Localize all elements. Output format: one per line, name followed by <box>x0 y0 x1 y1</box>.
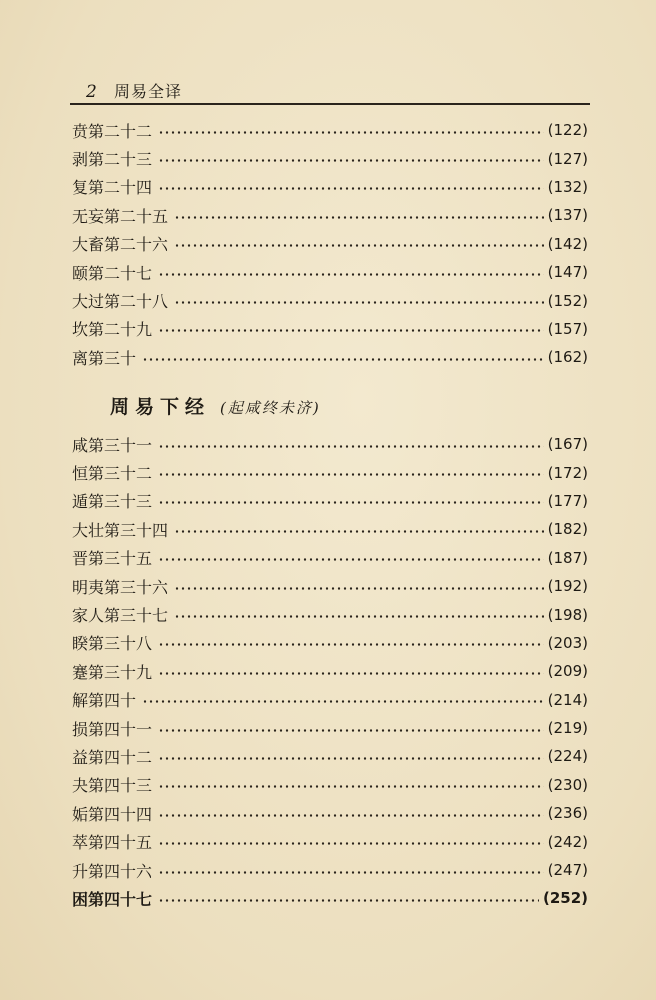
dot-leader <box>174 530 544 533</box>
dot-leader <box>158 558 544 561</box>
toc-entry-page: (187) <box>547 548 588 567</box>
toc-entry[interactable] <box>72 230 588 258</box>
toc-entry-page: (137) <box>547 206 588 225</box>
toc-entry[interactable] <box>72 515 588 543</box>
toc-entry-label: 睽第三十八 <box>72 634 153 654</box>
toc-entry[interactable] <box>72 771 588 799</box>
dot-leader <box>158 187 544 190</box>
toc-entry-page: (203) <box>547 633 588 652</box>
toc-entry[interactable] <box>72 884 588 912</box>
toc-entry[interactable] <box>72 856 588 884</box>
dot-leader <box>142 700 544 703</box>
toc-entry-page: (142) <box>547 234 588 253</box>
toc-entry[interactable] <box>72 258 588 286</box>
toc-entry-page: (252) <box>542 889 588 908</box>
toc-entry-page: (152) <box>547 291 588 310</box>
toc-entry-label: 大畜第二十六 <box>72 235 169 255</box>
toc-entry-label: 家人第三十七 <box>72 606 169 626</box>
dot-leader <box>158 785 544 788</box>
toc-entry[interactable] <box>72 686 588 714</box>
toc-entry-page: (162) <box>547 348 588 367</box>
toc-entry[interactable] <box>72 173 588 201</box>
dot-leader <box>158 445 544 448</box>
toc-entry-page: (236) <box>547 804 588 823</box>
toc-entry[interactable] <box>72 343 588 371</box>
toc-entry[interactable] <box>72 799 588 827</box>
dot-leader <box>174 216 544 219</box>
toc-entry-label: 夬第四十三 <box>72 776 153 796</box>
toc-entry-label: 蹇第三十九 <box>72 662 153 682</box>
toc-entry[interactable] <box>72 629 588 657</box>
dot-leader <box>158 842 544 845</box>
toc-entry-page: (192) <box>547 577 588 596</box>
toc-entry-label: 困第四十七 <box>72 889 153 909</box>
dot-leader <box>158 159 544 162</box>
toc-entry-label: 贲第二十二 <box>72 121 153 141</box>
toc-entry-label: 坎第二十九 <box>72 320 153 340</box>
toc-entry-page: (172) <box>547 463 588 482</box>
toc-entry[interactable] <box>72 286 588 314</box>
dot-leader <box>158 672 544 675</box>
toc-entry-page: (177) <box>547 491 588 510</box>
toc-section-upper <box>72 116 588 372</box>
toc-entry-label: 复第二十四 <box>72 178 153 198</box>
dot-leader <box>158 643 544 646</box>
toc-entry[interactable] <box>72 827 588 855</box>
toc-entry[interactable] <box>72 116 588 144</box>
section-title: 周易下经 <box>110 396 211 418</box>
toc-entry-label: 晋第三十五 <box>72 549 153 569</box>
dot-leader <box>142 358 544 361</box>
toc-entry[interactable] <box>72 430 588 458</box>
toc-entry[interactable] <box>72 487 588 515</box>
toc-entry-label: 遁第三十三 <box>72 492 153 512</box>
toc-entry-label: 姤第四十四 <box>72 804 153 824</box>
toc-entry-label: 剥第二十三 <box>72 150 153 170</box>
toc-entry[interactable] <box>72 600 588 628</box>
toc-entry[interactable] <box>72 544 588 572</box>
toc-entry-page: (224) <box>547 747 588 766</box>
dot-leader <box>158 814 544 817</box>
dot-leader <box>174 301 544 304</box>
dot-leader <box>158 273 544 276</box>
toc-entry[interactable] <box>72 144 588 172</box>
dot-leader <box>158 131 544 134</box>
toc-entry-label: 萃第四十五 <box>72 833 153 853</box>
header-rule <box>70 103 590 105</box>
dot-leader <box>158 729 544 732</box>
toc-entry-label: 损第四十一 <box>72 719 153 739</box>
toc-entry-page: (157) <box>547 319 588 338</box>
toc-entry-page: (122) <box>547 121 588 140</box>
toc-entry-page: (242) <box>547 832 588 851</box>
toc-entry-label: 恒第三十二 <box>72 464 153 484</box>
toc-entry-label: 大壮第三十四 <box>72 520 169 540</box>
toc-entry-page: (198) <box>547 605 588 624</box>
toc-entry[interactable] <box>72 572 588 600</box>
dot-leader <box>158 329 544 332</box>
book-title: 周易全译 <box>114 82 183 101</box>
toc-entry-page: (147) <box>547 263 588 282</box>
toc-entry-page: (209) <box>547 662 588 681</box>
toc-entry-page: (132) <box>547 177 588 196</box>
toc-entry[interactable] <box>72 201 588 229</box>
toc-entry-page: (230) <box>547 775 588 794</box>
dot-leader <box>174 615 544 618</box>
toc-entry-label: 颐第二十七 <box>72 263 153 283</box>
toc-entry-page: (219) <box>547 719 588 738</box>
toc-section-lower <box>72 430 588 913</box>
toc-entry[interactable] <box>72 742 588 770</box>
toc-entry-page: (214) <box>547 690 588 709</box>
toc-entry-label: 升第四十六 <box>72 861 153 881</box>
section-subtitle: (起咸终未济) <box>220 399 321 417</box>
toc-entry[interactable] <box>72 315 588 343</box>
toc-entry[interactable] <box>72 458 588 486</box>
running-header <box>70 78 590 102</box>
toc-entry-label: 无妄第二十五 <box>72 206 169 226</box>
toc-entry[interactable] <box>72 714 588 742</box>
dot-leader <box>158 757 544 760</box>
toc-entry-page: (247) <box>547 861 588 880</box>
dot-leader <box>158 871 544 874</box>
section-heading <box>110 392 321 422</box>
toc-entry-page: (182) <box>547 520 588 539</box>
toc-entry-page: (167) <box>547 435 588 454</box>
toc-entry-label: 咸第三十一 <box>72 435 153 455</box>
toc-entry-label: 益第四十二 <box>72 747 153 767</box>
page-number: 2 <box>86 82 97 102</box>
toc-entry-page: (127) <box>547 149 588 168</box>
dot-leader <box>174 244 544 247</box>
toc-entry-label: 解第四十 <box>72 691 137 711</box>
toc-entry-label: 离第三十 <box>72 348 137 368</box>
toc-entry-label: 大过第二十八 <box>72 292 169 312</box>
dot-leader <box>158 899 539 902</box>
toc-entry-label: 明夷第三十六 <box>72 577 169 597</box>
dot-leader <box>174 587 544 590</box>
dot-leader <box>158 501 544 504</box>
toc-entry[interactable] <box>72 657 588 685</box>
dot-leader <box>158 473 544 476</box>
